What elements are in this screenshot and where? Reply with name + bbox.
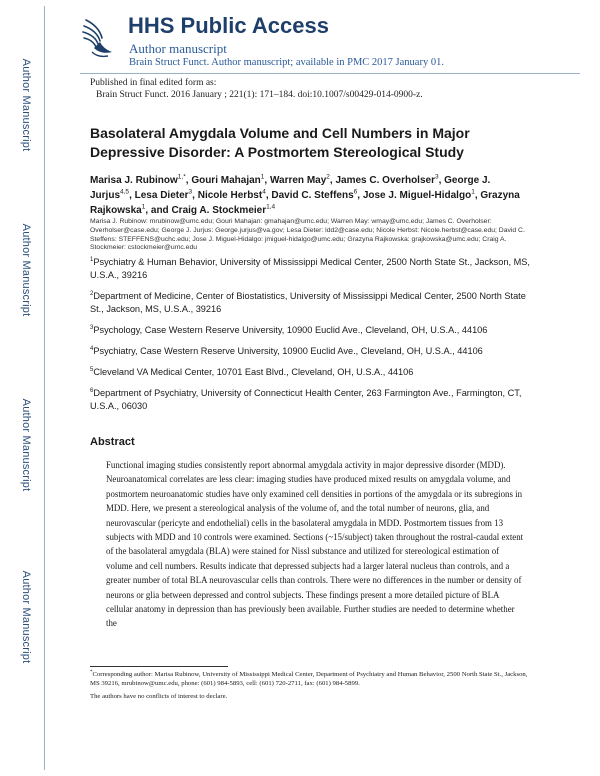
affiliation-text: Psychiatry, Case Western Reserve University, 10900 Euclid Ave., Cleveland, OH, U.S.A., 44106 (93, 346, 483, 356)
author-name: Grazyna Rajkowska (90, 190, 520, 216)
author-separator: , (265, 190, 272, 201)
hhs-public-access-title: HHS Public Access (128, 13, 329, 38)
author-affiliation-marker: 3 (188, 188, 193, 196)
author-separator: , (129, 190, 135, 201)
affiliation-number: 5 (90, 366, 94, 373)
author-emails: Marisa J. Rubinow: mrubinow@umc.edu; Gouri Mahajan: gmahajan@umc.edu; Warren May: wmay@umc.edu; James C. Overholser: Overholser@case.edu; George J. Jurjus: George.jurjus@va.gov; Lesa Dieter: ldd2@case.edu; Nicole Herbst: Nicole.herbst@case.edu; David C. Steffens: STEFFENS@uchc.edu; Jose J. Miguel-Hidalgo: jmiguel-hidalgo@umc.edu; Grazyna Rajkowska: grajkowska@umc.edu; Craig A. Stockmeier: cstockmeier@umc.edu (90, 218, 525, 252)
author-separator: , (192, 190, 198, 201)
author-affiliation-marker: 1 (260, 173, 265, 181)
author-affiliation-marker: 2 (326, 173, 330, 181)
affiliation-number: 1 (90, 256, 94, 263)
author-list (90, 173, 530, 218)
author-separator: , and (145, 205, 172, 216)
affiliation-text: Department of Psychiatry, University of Connecticut Health Center, 263 Farmington Ave., Farmington, CT, U.S.A., 06030 (90, 388, 522, 411)
affiliation-item (90, 324, 530, 337)
author-name: Jose J. Miguel-Hidalgo (362, 190, 472, 201)
author-name: David C. Steffens (271, 190, 354, 201)
conflict-of-interest-note: The authors have no conflicts of interest to declare. (90, 692, 228, 700)
author-separator: , (329, 175, 336, 186)
journal-citation-link[interactable]: Brain Struct Funct. Author manuscript; available in PMC 2017 January 01. (129, 57, 444, 68)
author-name: Gouri Mahajan (191, 175, 261, 186)
author-affiliation-marker: 6 (353, 188, 358, 196)
corresponding-author-text: Corresponding author: Marisa Rubinow, University of Mississippi Medical Center, Department of Psychiatry and Human Behavior, 2500 North State St., Jackson, MS 39216, mrubinow@umc.edu, phone: (601) 984-5893, cell: (601) 720-2711, fax: (601) 984-5899. (90, 671, 528, 688)
abstract-text: Functional imaging studies consistently report abnormal amygdala activity in major depressive disorder (MDD). Neuroanatomical correlates are less clear: imaging studies have produced mixed results on amygdala volume, and postmortem neuroanatomic studies have only examined cell densities in portions of the amygdala or its subregions in MDD. Here, we present a stereological analysis of the volume of, and the total number of neurons, glia, and neurovascular (pericyte and endothelial) cells in the basolateral amygdala in MDD. Postmortem tissues from 13 subjects with MDD and 10 controls were examined. Sections (~15/subject) taken throughout the rostral-caudal extent of the basolateral amygdala (BLA) were stained for Nissl substance and utilized for stereological estimation of volume and cell numbers. Results indicate that depressed subjects had a larger lateral nucleus than controls, and a greater number of total BLA neurovascular cells than controls. There were no differences in the number or density of neurons or glia between depressed and control subjects. These findings present a more detailed picture of BLA cellular anatomy in depression than has previously been available. Further studies are needed to determine whether the (106, 460, 524, 629)
article-title: Basolateral Amygdala Volume and Cell Numbers in Major Depressive Disorder: A Postmortem Stereological Study (90, 125, 470, 160)
affiliations (90, 256, 530, 421)
affiliation-text: Cleveland VA Medical Center, 10701 East Blvd., Cleveland, OH, U.S.A., 44106 (93, 367, 414, 377)
affiliation-number: 4 (90, 345, 94, 352)
author-name: Nicole Herbst (197, 190, 263, 201)
author-separator: , (185, 175, 192, 186)
affiliation-item (90, 366, 530, 379)
author-name: George J. Jurjus (90, 175, 491, 201)
author-affiliation-marker: 4 (262, 188, 266, 196)
footnote (90, 670, 530, 701)
sidebar-label: Author Manuscript (20, 223, 32, 317)
author-manuscript-subtitle: Author manuscript (129, 41, 227, 56)
sidebar-label: Author Manuscript (20, 58, 32, 152)
affiliation-item (90, 290, 530, 316)
author-separator: , (474, 190, 481, 201)
affiliation-text: Psychiatry & Human Behavior, University of Mississippi Medical Center, 2500 North State St., Jackson, MS, U.S.A., 39216 (90, 257, 530, 280)
affiliation-number: 3 (90, 324, 94, 331)
author-affiliation-marker: 1,* (177, 173, 186, 181)
header-divider (80, 73, 580, 74)
affiliation-number: 6 (90, 387, 94, 394)
author-name: Warren May (269, 175, 327, 186)
author-name: Lesa Dieter (134, 190, 189, 201)
published-citation: Brain Struct Funct. 2016 January ; 221(1): 171–184. doi:10.1007/s00429-014-0900-z. (96, 90, 423, 100)
sidebar-label: Author Manuscript (20, 398, 32, 492)
published-label: Published in final edited form as: (90, 78, 217, 88)
affiliation-text: Psychology, Case Western Reserve University, 10900 Euclid Ave., Cleveland, OH, U.S.A., 44106 (93, 325, 488, 335)
author-affiliation-marker: 1 (471, 188, 475, 196)
corresponding-author-note (90, 670, 530, 689)
author-affiliation-marker: 1 (141, 203, 146, 211)
abstract-heading: Abstract (90, 436, 135, 448)
affiliation-item (90, 345, 530, 358)
author-affiliation-marker: 1,4 (266, 203, 276, 211)
author-separator: , (264, 175, 270, 186)
author-name: Craig A. Stockmeier (171, 205, 267, 216)
affiliation-item (90, 256, 530, 282)
hhs-eagle-logo-icon (80, 14, 118, 58)
author-separator: , (357, 190, 363, 201)
author-separator: , (438, 175, 445, 186)
footnote-divider (90, 666, 228, 667)
author-manuscript-sidebar (0, 0, 46, 776)
affiliation-number: 2 (90, 290, 94, 297)
author-affiliation-marker: 3 (434, 173, 439, 181)
author-name: James C. Overholser (335, 175, 435, 186)
sidebar-label: Author Manuscript (20, 570, 32, 664)
author-affiliation-marker: 4,5 (120, 188, 130, 196)
sidebar-divider (44, 6, 45, 770)
affiliation-text: Department of Medicine, Center of Biostatistics, University of Mississippi Medical Center, 2500 North State St., Jackson, MS, U.S.A., 39216 (90, 291, 526, 314)
author-name: Marisa J. Rubinow (90, 175, 178, 186)
footnote-marker: * (90, 669, 93, 675)
affiliation-item (90, 387, 530, 413)
